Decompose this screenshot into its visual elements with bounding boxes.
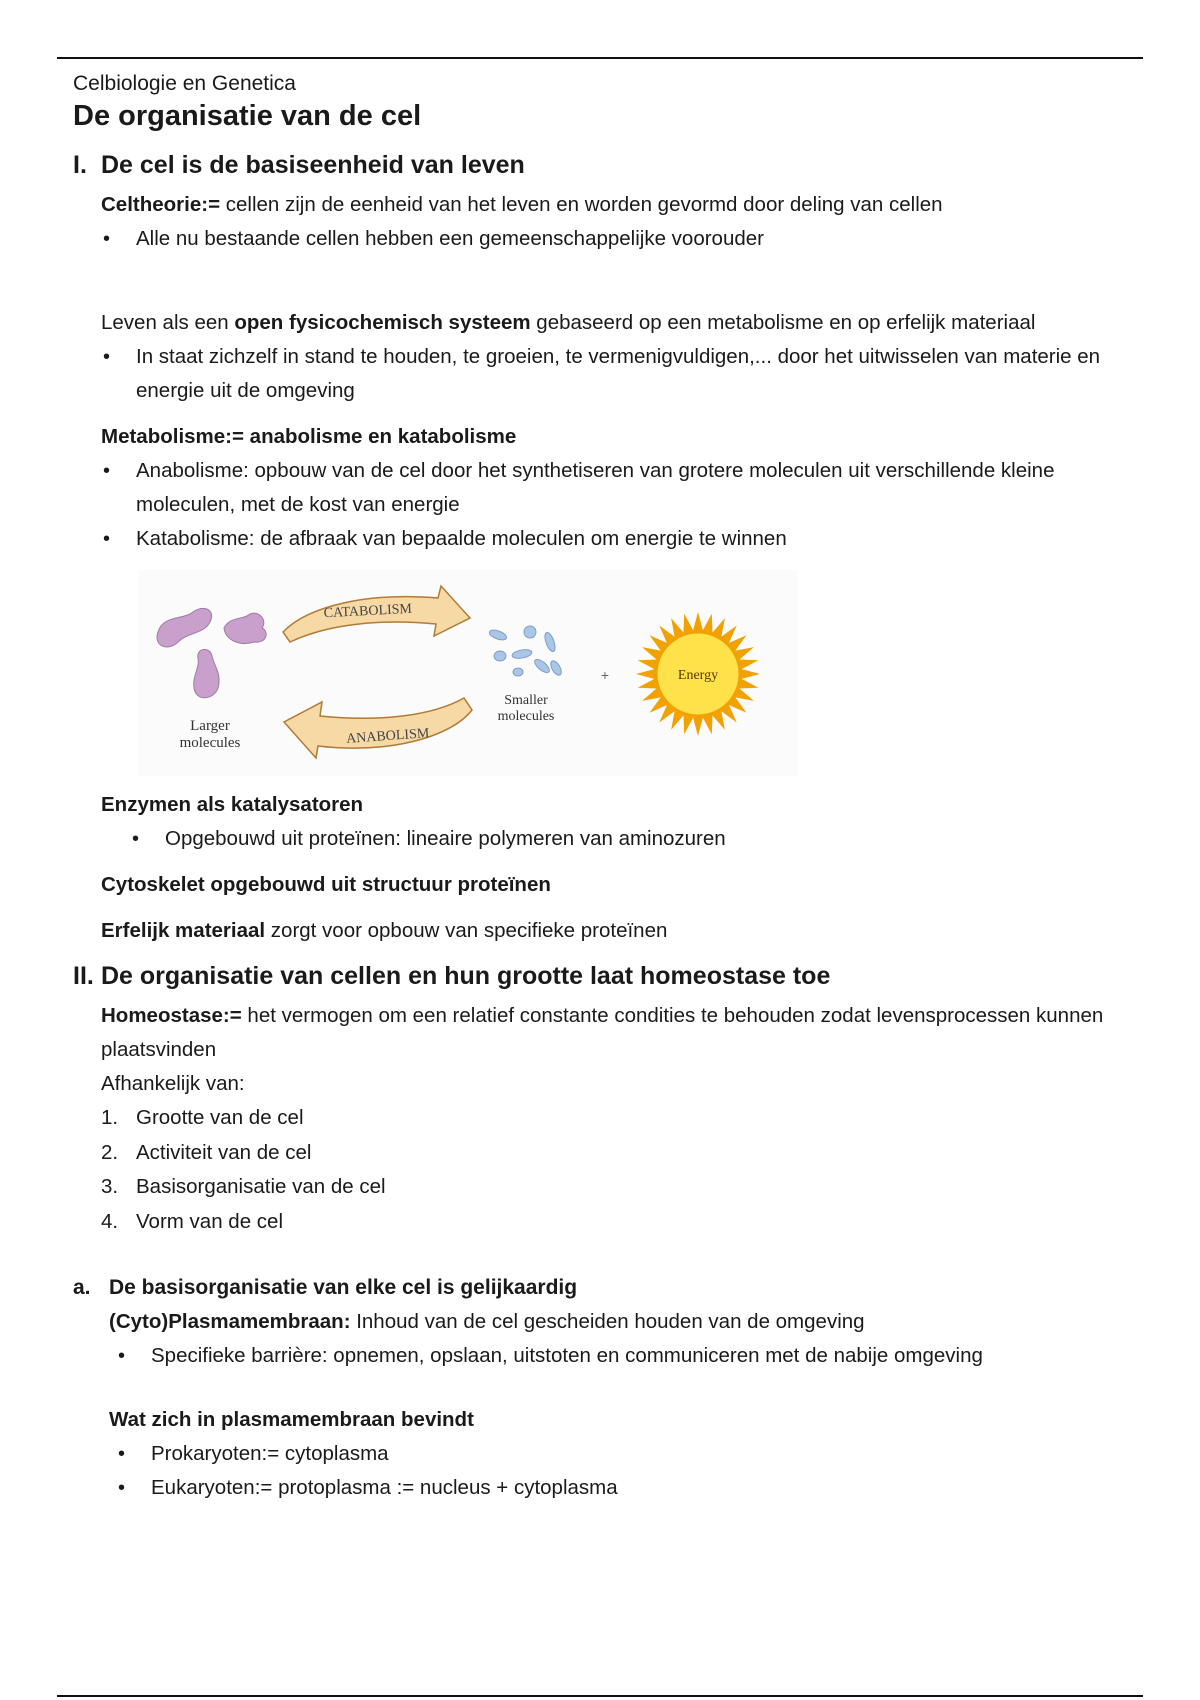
term: (Cyto)Plasmamembraan: — [109, 1310, 351, 1333]
document-page — [73, 70, 1133, 1505]
subsection-a-body — [109, 1305, 1133, 1505]
plus-sign: + — [600, 667, 610, 683]
bottom-rule — [57, 1695, 1143, 1697]
list-text: Vorm van de cel — [136, 1209, 283, 1233]
cytoskelet-heading: Cytoskelet opgebouwd uit structuur proteïnen — [101, 873, 551, 896]
text: gebaseerd op een metabolisme en op erfelijk materiaal — [530, 311, 1036, 334]
list-text: Basisorganisatie van de cel — [136, 1175, 386, 1198]
bullet-list — [116, 1339, 1133, 1373]
list-item: • Prokaryoten:= cytoplasma — [116, 1437, 1133, 1471]
definition: cellen zijn de eenheid van het leven en worden gevormd door deling van cellen — [220, 193, 943, 216]
list-item: • Katabolisme: de afbraak van bepaalde moleculen om energie te winnen — [101, 522, 1133, 556]
subsection-a-heading — [73, 1271, 1133, 1305]
smaller-label-2: molecules — [497, 709, 555, 724]
term: Celtheorie:= — [101, 193, 221, 216]
wat-heading: Wat zich in plasmamembraan bevindt — [109, 1408, 474, 1431]
section-title: De organisatie van cellen en hun grootte laat homeostase toe — [101, 962, 831, 990]
definition: Inhoud van de cel gescheiden houden van de omgeving — [350, 1310, 865, 1333]
definition: het vermogen om een relatief constante condities te behouden zodat levensprocessen kunnen plaatsvinden — [101, 1004, 1104, 1061]
subsection-letter: a. — [73, 1276, 91, 1299]
text: zorgt voor opbouw van specifieke proteïnen — [265, 919, 668, 942]
metabolism-diagram — [138, 570, 798, 776]
bullet-list — [101, 222, 1133, 256]
list-item — [101, 1136, 1133, 1171]
subject-label: Celbiologie en Genetica — [73, 72, 296, 95]
catabolism-label: CATABOLISM — [323, 601, 413, 622]
section-title: De cel is de basiseenheid van leven — [101, 151, 525, 179]
list-item: • Specifieke barrière: opnemen, opslaan, uitstoten en communiceren met de nabije omgeving — [116, 1339, 1133, 1373]
section-2-heading — [73, 962, 1133, 991]
list-item: • Alle nu bestaande cellen hebben een gemeenschappelijke voorouder — [101, 222, 1133, 256]
list-number: 4. — [101, 1209, 119, 1233]
list-text: Grootte van de cel — [136, 1106, 304, 1129]
list-item — [101, 1170, 1133, 1205]
term: Homeostase:= — [101, 1004, 242, 1027]
term: open fysicochemisch systeem — [234, 311, 531, 334]
list-number: 2. — [101, 1140, 119, 1164]
enzymen-heading: Enzymen als katalysatoren — [101, 793, 364, 816]
list-text: Activiteit van de cel — [136, 1140, 312, 1164]
metabolism-figure — [138, 570, 798, 776]
bullet-list — [101, 340, 1133, 408]
list-item — [101, 1205, 1133, 1240]
bullet-list — [116, 1437, 1133, 1505]
subsection-title: De basisorganisatie van elke cel is gelijkaardig — [109, 1276, 578, 1299]
section-number: II. — [73, 962, 94, 990]
smaller-label: Smaller — [504, 693, 548, 708]
term: Erfelijk materiaal — [101, 919, 266, 942]
leven-paragraph — [101, 306, 1133, 340]
energy-label: Energy — [677, 668, 719, 683]
homeostase-paragraph — [101, 999, 1133, 1067]
list-item: • Opgebouwd uit proteïnen: lineaire polymeren van aminozuren — [130, 822, 1133, 856]
section-1-heading — [73, 151, 1133, 180]
afhankelijk-label: Afhankelijk van: — [101, 1072, 245, 1095]
page-title: De organisatie van de cel — [73, 100, 422, 132]
numbered-list — [101, 1101, 1133, 1239]
list-number: 3. — [101, 1175, 119, 1198]
list-item: • Anabolisme: opbouw van de cel door het synthetiseren van grotere moleculen uit verschillende kleine moleculen, met de kost van energie — [101, 454, 1133, 522]
section-number: I. — [73, 151, 87, 179]
larger-label-2: molecules — [179, 735, 241, 751]
erfelijk-paragraph — [101, 914, 1133, 948]
list-item: • Eukaryoten:= protoplasma := nucleus + cytoplasma — [116, 1471, 1133, 1505]
bullet-list — [101, 454, 1133, 556]
larger-label: Larger — [190, 718, 230, 734]
text: Leven als een — [101, 311, 235, 334]
list-number: 1. — [101, 1106, 119, 1129]
section-2-body — [101, 999, 1133, 1239]
celtheorie-paragraph — [101, 188, 1133, 222]
list-item — [101, 1101, 1133, 1136]
top-rule — [57, 57, 1143, 59]
bullet-list — [130, 822, 1133, 856]
membraan-paragraph — [109, 1305, 1133, 1339]
metabolisme-heading: Metabolisme:= anabolisme en katabolisme — [101, 425, 517, 448]
anabolism-label: ANABOLISM — [345, 726, 430, 747]
section-1-body — [101, 188, 1133, 948]
list-item: • In staat zichzelf in stand te houden, te groeien, te vermenigvuldigen,... door het uitwisselen van materie en energie uit de omgeving — [101, 340, 1133, 408]
